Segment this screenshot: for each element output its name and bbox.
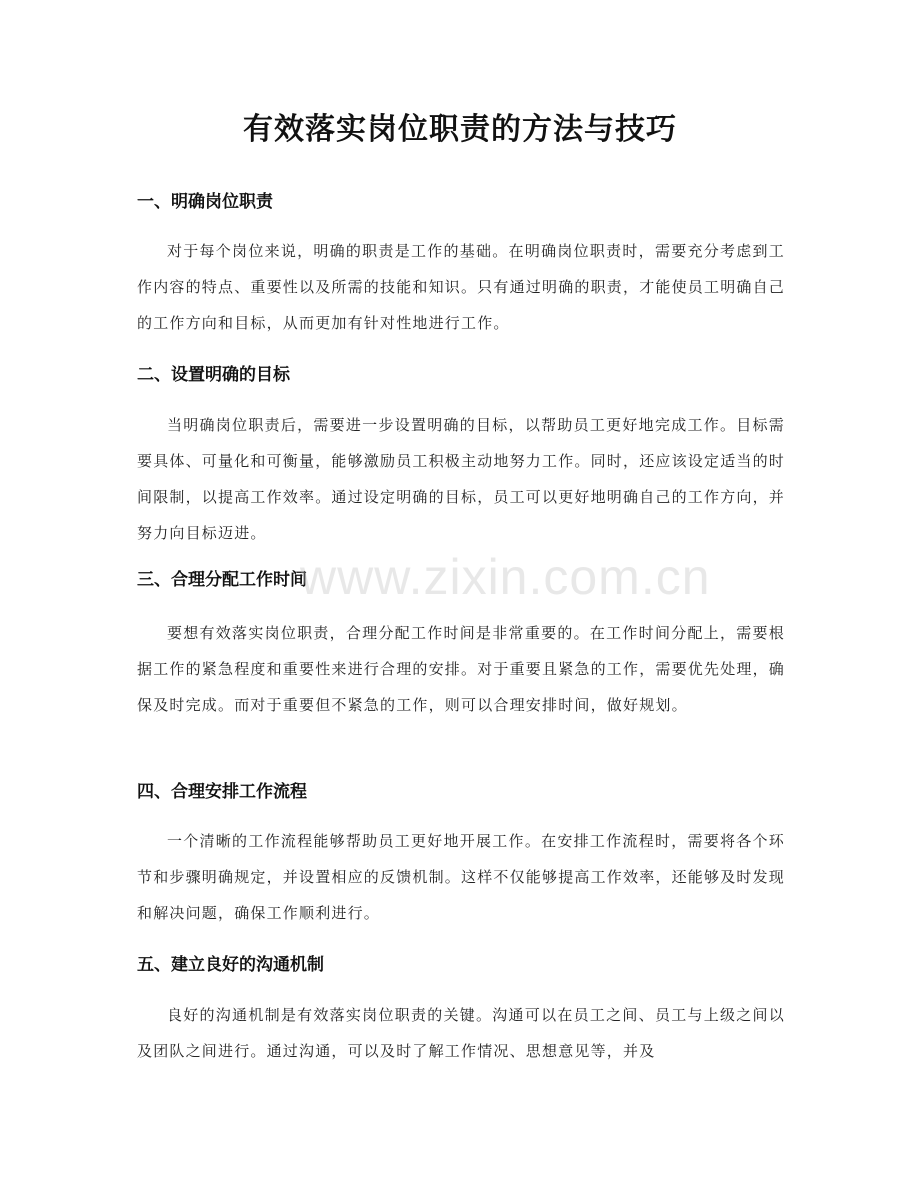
watermark-text: www.zixin.com.cn bbox=[300, 549, 711, 605]
section-paragraph-1: 对于每个岗位来说，明确的职责是工作的基础。在明确岗位职责时，需要充分考虑到工作内容的特点、重要性以及所需的技能和知识。只有通过明确的职责，才能使员工明确自己的工作方向和目标，从而更加有针对性地进行工作。 bbox=[137, 242, 786, 332]
document-title: 有效落实岗位职责的方法与技巧 bbox=[243, 112, 677, 147]
section-paragraph-2: 当明确岗位职责后，需要进一步设置明确的目标，以帮助员工更好地完成工作。目标需要具体、可量化和可衡量，能够激励员工积极主动地努力工作。同时，还应该设定适当的时间限制，以提高工作效率。通过设定明确的目标，员工可以更好地明确自己的工作方向，并努力向目标迈进。 bbox=[137, 416, 786, 542]
section-heading-3: 三、合理分配工作时间 bbox=[137, 570, 307, 590]
section-heading-5: 五、建立良好的沟通机制 bbox=[137, 955, 324, 975]
section-heading-4: 四、合理安排工作流程 bbox=[137, 782, 307, 802]
section-heading-1: 一、明确岗位职责 bbox=[137, 192, 273, 212]
section-heading-2: 二、设置明确的目标 bbox=[137, 365, 290, 385]
section-paragraph-4: 一个清晰的工作流程能够帮助员工更好地开展工作。在安排工作流程时，需要将各个环节和步骤明确规定，并设置相应的反馈机制。这样不仅能够提高工作效率，还能够及时发现和解决问题，确保工作顺利进行。 bbox=[137, 832, 786, 922]
section-paragraph-5: 良好的沟通机制是有效落实岗位职责的关键。沟通可以在员工之间、员工与上级之间以及团队之间进行。通过沟通，可以及时了解工作情况、思想意见等，并及 bbox=[137, 1006, 785, 1060]
section-paragraph-3: 要想有效落实岗位职责，合理分配工作时间是非常重要的。在工作时间分配上，需要根据工作的紧急程度和重要性来进行合理的安排。对于重要且紧急的工作，需要优先处理，确保及时完成。而对于重要但不紧急的工作，则可以合理安排时间，做好规划。 bbox=[137, 624, 786, 714]
